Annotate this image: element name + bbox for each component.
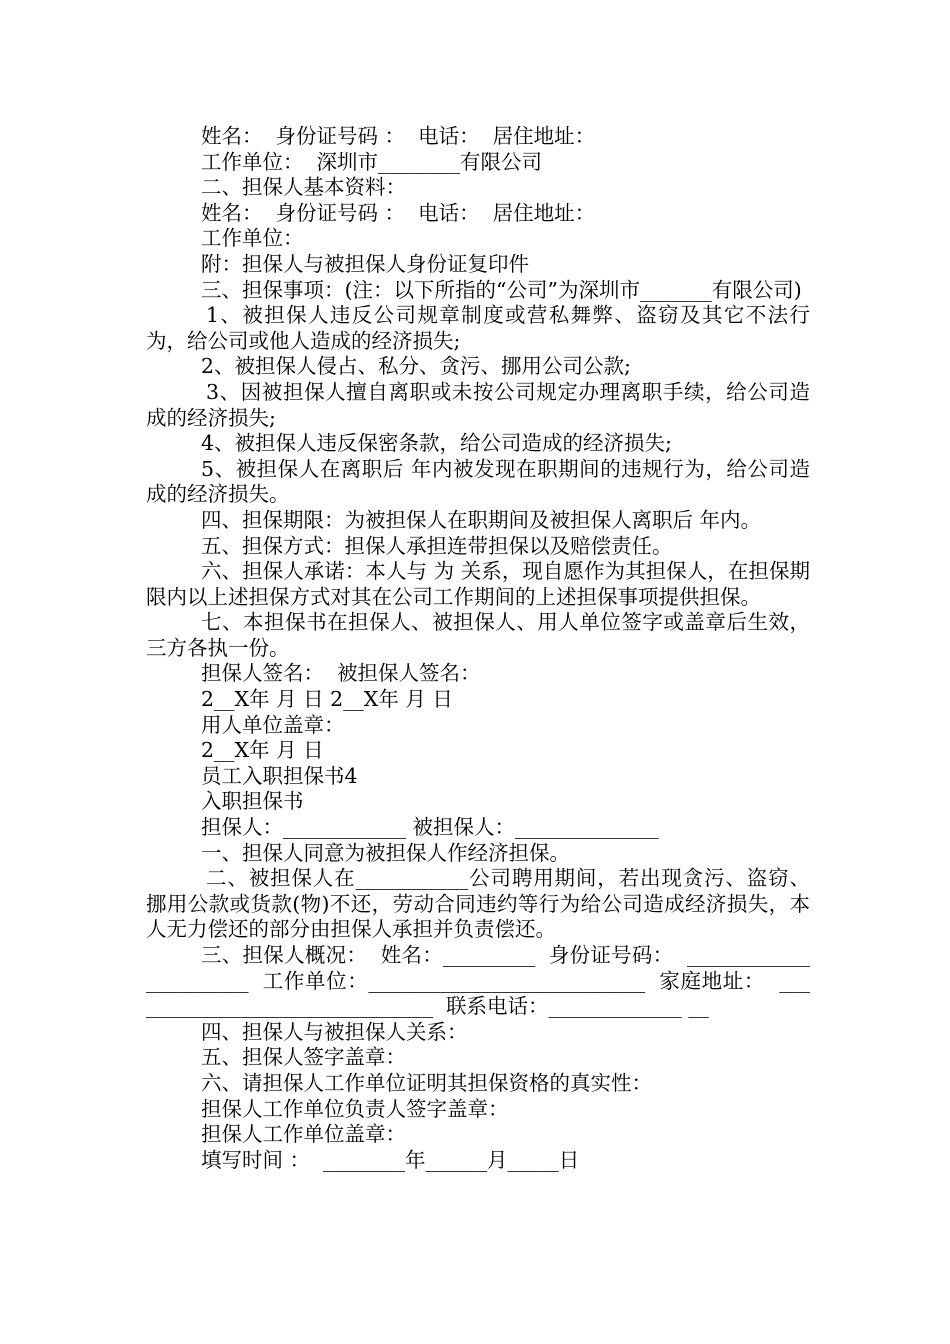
guarantee-line: 姓名： 身份证号码 ： 电话： 居住地址： bbox=[201, 200, 596, 225]
guarantee-clause: 1、被担保人违反公司规章制度或营私舞弊、盗窃及其它不法行为，给公司或他人造成的经济损失; bbox=[146, 303, 810, 353]
section-heading: 五、担保方式：担保人承担连带担保以及赔偿责任。 bbox=[201, 533, 673, 558]
guarantee-clause: 4、被担保人违反保密条款，给公司造成的经济损失; bbox=[201, 431, 672, 456]
document-body bbox=[146, 124, 810, 1173]
guarantee-clause: 2、被担保人侵占、私分、贪污、挪用公司公款; bbox=[201, 354, 631, 379]
section-heading: 四、担保人与被担保人关系： bbox=[201, 1019, 468, 1044]
guarantee-clause: 3、因被担保人擅自离职或未按公司规定办理离职手续，给公司造成的经济损失; bbox=[146, 379, 810, 430]
guarantee-line: 附：担保人与被担保人身份证复印件 bbox=[201, 251, 529, 276]
date-line: 2__X年 月 日 bbox=[201, 738, 324, 763]
section-heading: 四、担保期限：为被担保人在职期间及被担保人离职后 年内。 bbox=[201, 507, 762, 532]
section-heading: 一、担保人同意为被担保人作经济担保。 bbox=[201, 840, 570, 865]
section-heading: 六、请担保人工作单位证明其担保资格的真实性： bbox=[201, 1070, 652, 1095]
seal-line: 用人单位盖章： bbox=[201, 712, 345, 737]
section-heading: 七、本担保书在担保人、被担保人、用人单位签字或盖章后生效，三方各执一份。 bbox=[146, 610, 810, 660]
section-heading: 二、担保人基本资料： bbox=[201, 175, 406, 200]
parties-line: 担保人：____________ 被担保人：______________ bbox=[201, 815, 659, 840]
guarantee-clause: 5、被担保人在离职后 年内被发现在职期间的违规行为，给公司造成的经济损失。 bbox=[146, 456, 810, 507]
seal-line: 担保人工作单位盖章： bbox=[201, 1122, 406, 1147]
document-title: 入职担保书 bbox=[201, 789, 304, 814]
section-heading: 六、担保人承诺：本人与 为 关系，现自愿作为其担保人，在担保期限内以上述担保方式对其在公司工作期间的上述担保事项提供担保。 bbox=[146, 559, 810, 609]
date-line: 填写时间 ： ________年______月_____日 bbox=[201, 1147, 580, 1172]
guarantor-profile: 三、担保人概况： 姓名：_________ 身份证号码： ______________________ 工作单位：___________________________ 家庭地址： _______________________________ 联系电话：_____________ __ bbox=[146, 943, 810, 1019]
section-heading: 五、担保人签字盖章： bbox=[201, 1045, 406, 1070]
signature-line: 担保人签名： 被担保人签名： bbox=[201, 661, 481, 686]
guarantee-line: 姓名： 身份证号码 ： 电话： 居住地址： bbox=[201, 124, 596, 148]
guarantee-line: 工作单位： 深圳市________有限公司 bbox=[201, 149, 543, 174]
signature-line: 担保人工作单位负责人签字盖章： bbox=[201, 1096, 509, 1121]
section-heading: 二、被担保人在___________公司聘用期间，若出现贪污、盗窃、挪用公款或货款(物)不还，劳动合同违约等行为给公司造成经济损失，本人无力偿还的部分由担保人承担并负责偿还。 bbox=[146, 866, 810, 942]
guarantee-line: 工作单位： bbox=[201, 226, 304, 251]
date-line: 2__X年 月 日 2__X年 月 日 bbox=[201, 687, 453, 712]
document-subtitle: 员工入职担保书4 bbox=[201, 763, 358, 788]
section-heading: 三、担保事项：(注：以下所指的“公司”为深圳市_______有限公司) bbox=[201, 277, 802, 302]
